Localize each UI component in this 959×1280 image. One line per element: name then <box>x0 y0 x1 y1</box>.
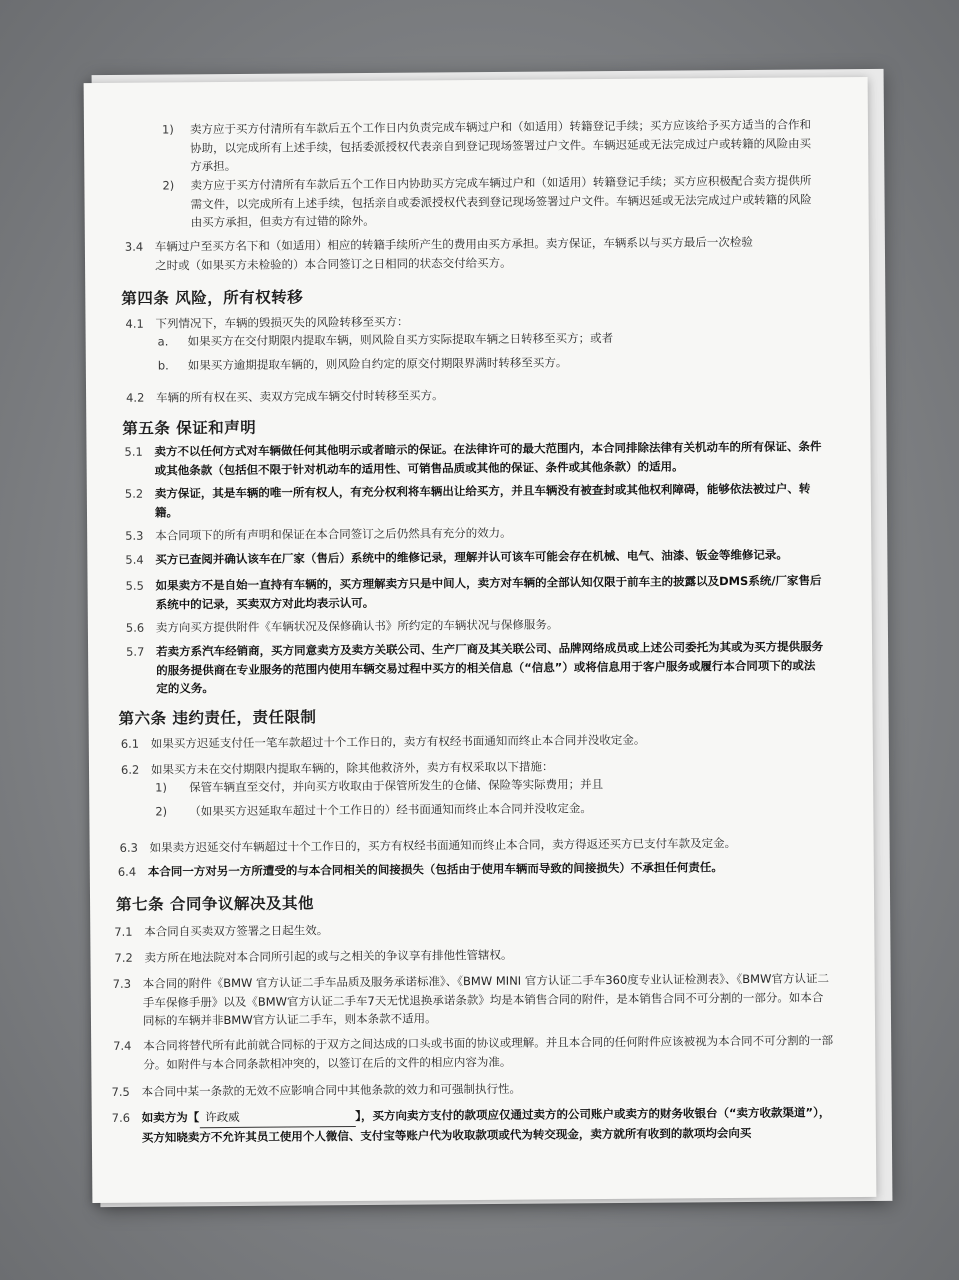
clause-text: 若卖方系汽车经销商，买方同意卖方及卖方关联公司、生产厂商及其关联公司、品牌网络成员或上述公司委托为其或为买方提供服务的服务提供商在专业服务的范围内使用车辆交易过程中买方的相关信息（“信息”）或将信息用于客户服务或履行本合同项下的或法定的义务。 <box>156 639 824 696</box>
clause-5-3 <box>125 521 825 543</box>
clause-number: 7.5 <box>111 1084 130 1099</box>
clause-number: 2) <box>162 178 175 193</box>
clause-text: 卖方应于买方付清所有车款后五个工作日内负责完成车辆过户和（如适用）转籍登记手续；买方应该给予买方适当的合作和协助，以完成所有上述手续，包括委派授权代表亲自到登记现场签署过户文件。车辆迟延或无法完成过户或转籍的风险由买方承担。 <box>189 117 812 174</box>
clause-number: 2) <box>155 804 168 819</box>
seller-suffix: 】，买方向卖方支付的款项应仅通过卖方的公司账户或卖方的财务收银台（“卖方收款渠道”），买方知晓卖方不允许其员工使用个人微信、支付宝等账户代为收取款项或代为转交现金，卖方就所有收到的款项均会向买 <box>141 1105 831 1145</box>
clause-number: 7.4 <box>113 1038 132 1053</box>
clause-text: 下列情况下，车辆的毁损灭失的风险转移至买方： <box>155 314 409 331</box>
clause-text: 卖方保证，其是车辆的唯一所有权人，有充分权利将车辆出让给买方，并且车辆没有被查封或其他权利障碍，能够依法被过户、转籍。 <box>154 481 811 520</box>
clause-6-4 <box>117 857 828 879</box>
seller-name-field: 许政威 <box>199 1107 355 1128</box>
clause-number: 5.3 <box>125 528 144 543</box>
clause-text: 如果买方未在交付期限内提取车辆的，除其他救济外，卖方有权采取以下措施： <box>150 759 554 777</box>
section-heading-6: 第六条 违约责任，责任限制 <box>118 708 317 728</box>
clause-number: 1) <box>161 122 174 137</box>
clause-number: 7.3 <box>112 976 132 991</box>
clause-4-2 <box>126 383 826 405</box>
clause-number: 1) <box>155 780 168 795</box>
clause-text: 如果买方迟延支付任一笔车款超过十个工作日的，卖方有权经书面通知而终止本合同并没收定金。 <box>150 732 646 751</box>
clause-number: 7.6 <box>111 1110 131 1125</box>
clause-number: 5.5 <box>125 578 144 593</box>
clause-text: 车辆的所有权在买、卖双方完成车辆交付时转移至买方。 <box>156 388 444 405</box>
clause-6-2-2 <box>155 797 815 819</box>
clause-text: 买方已查阅并确认该车在厂家（售后）系统中的维修记录，理解并认可该车可能会存在机械、电气、油漆、钣金等维修记录。 <box>155 547 788 567</box>
clause-text: 本合同一方对另一方所遭受的与本合同相关的间接损失（包括由于使用车辆而导致的间接损失）不承担任何责任。 <box>147 860 723 879</box>
clause-text: 卖方向买方提供附件《车辆状况及保修确认书》所约定的车辆状况与保修服务。 <box>155 617 559 635</box>
clause-text: 本合同自买卖双方签署之日起生效。 <box>144 923 329 939</box>
clause-number: 3.4 <box>124 239 144 254</box>
clause-number: b. <box>157 358 169 373</box>
clause-number: 4.2 <box>126 390 145 405</box>
clause-7-5 <box>111 1077 831 1099</box>
clause-text: 本合同项下的所有声明和保证在本合同签订之后仍然具有充分的效力。 <box>155 525 512 543</box>
clause-text <box>142 1103 842 1146</box>
clause-6-2 <box>120 755 831 777</box>
clause-text: 车辆过户至买方名下和（如适用）相应的转籍手续所产生的费用由买方承担。卖方保证，车辆系以与买方最后一次检验之时或（如果买方未检验的）本合同签订之日相同的状态交付给买方。 <box>154 234 753 273</box>
clause-7-3 <box>112 969 833 1028</box>
contract-page <box>84 77 877 1203</box>
clause-text: 卖方所在地法院对本合同所引起的或与之相关的争议享有排他性管辖权。 <box>144 947 513 965</box>
clause-number: 5.1 <box>124 444 143 459</box>
clause-7-2 <box>114 943 834 965</box>
clause-text: 本合同中某一条款的无效不应影响合同中其他条款的效力和可强制执行性。 <box>141 1081 522 1099</box>
clause-5-5 <box>125 571 825 612</box>
clause-3-3-1 <box>161 115 822 174</box>
clause-number: 6.3 <box>119 840 138 855</box>
clause-5-1 <box>124 437 824 478</box>
section-heading-5: 第五条 保证和声明 <box>122 418 257 438</box>
clause-number: 5.7 <box>126 644 145 659</box>
clause-number: 6.1 <box>120 736 140 751</box>
clause-text: 如果买方逾期提取车辆的，则风险自约定的原交付期限界满时转移至买方。 <box>187 355 568 373</box>
clause-3-4 <box>124 232 825 273</box>
clause-text: 保管车辆直至交付，并向买方收取由于保管所发生的仓储、保险等实际费用；并且 <box>189 777 604 795</box>
clause-5-7 <box>126 637 826 696</box>
clause-number: 4.1 <box>125 316 144 331</box>
clause-text: 本合同将替代所有此前就合同标的于双方之间达成的口头或书面的协议或理解。并且本合同的任何附件应该被视为本合同不可分割的一部分。如附件与本合同条款相冲突的，以签订在后的文件的相应内容为准。 <box>143 1033 834 1072</box>
clause-text: 卖方不以任何方式对车辆做任何其他明示或者暗示的保证。在法律许可的最大范围内，本合同排除法律有关机动车的所有保证、条件或其他条款（包括但不限于针对机动车的适用性、可销售品质或其他的保证、条件或其他条款）的适用。 <box>154 439 822 478</box>
clause-number: 5.2 <box>124 486 144 501</box>
clause-text: 如果卖方迟延交付车辆超过十个工作日的，买方有权经书面通知而终止本合同，卖方得返还买方已支付车款及定金。 <box>149 835 737 855</box>
clause-text: 如果卖方不是自始一直持有车辆的，买方理解卖方只是中间人，卖方对车辆的全部认知仅限于前车主的披露以及DMS系统/厂家售后系统中的记录，买卖双方对此均表示认可。 <box>155 573 822 612</box>
clause-text: 如果买方在交付期限内提取车辆，则风险自买方实际提取车辆之日转移至买方；或者 <box>187 330 614 349</box>
clause-number: 7.1 <box>114 924 133 939</box>
clause-5-2 <box>124 479 825 520</box>
clause-4-1 <box>125 309 825 331</box>
clause-number: 5.4 <box>125 552 144 567</box>
clause-7-1 <box>114 917 834 939</box>
clause-7-4 <box>113 1031 834 1072</box>
clause-5-6 <box>125 613 826 635</box>
clause-number: a. <box>157 334 169 349</box>
clause-number: 5.6 <box>125 620 145 635</box>
section-heading-4: 第四条 风险，所有权转移 <box>121 288 304 308</box>
clause-6-1 <box>120 729 831 751</box>
section-heading-7: 第七条 合同争议解决及其他 <box>115 894 315 914</box>
clause-text: （如果买方迟延取车超过十个工作日的）经书面通知而终止本合同并没收定金。 <box>189 801 592 819</box>
clause-6-3 <box>119 833 830 855</box>
clause-number: 6.4 <box>117 864 137 879</box>
clause-4-1-b <box>157 351 818 373</box>
clause-number: 7.2 <box>114 950 133 965</box>
clause-text: 卖方应于买方付清所有车款后五个工作日内协助买方完成车辆过户和（如适用）转籍登记手续；买方应积极配合卖方提供所需文件，以完成所有上述手续，包括亲自或委派授权代表到登记现场签署过户文件。车辆迟延或无法完成过户或转籍的风险由买方承担，但卖方有过错的除外。 <box>190 173 812 230</box>
clause-text: 本合同的附件《BMW 官方认证二手车品质及服务承诺标准》、《BMW MINI 官方认证二手车360度专业认证检测表》、《BMW官方认证二手车保修手册》以及《BMW官方认证二手车7天无忧退换承诺条款》均是本销售合同的附件，是本销售合同不可分割的一部分。如本合同标的车辆并非BMW官方认证二手车，则本条款不适用。 <box>142 971 829 1028</box>
seller-prefix: 如卖方为【 <box>141 1110 200 1125</box>
clause-number: 6.2 <box>120 762 140 777</box>
clause-5-4 <box>125 545 825 567</box>
clause-7-6 <box>111 1103 832 1145</box>
